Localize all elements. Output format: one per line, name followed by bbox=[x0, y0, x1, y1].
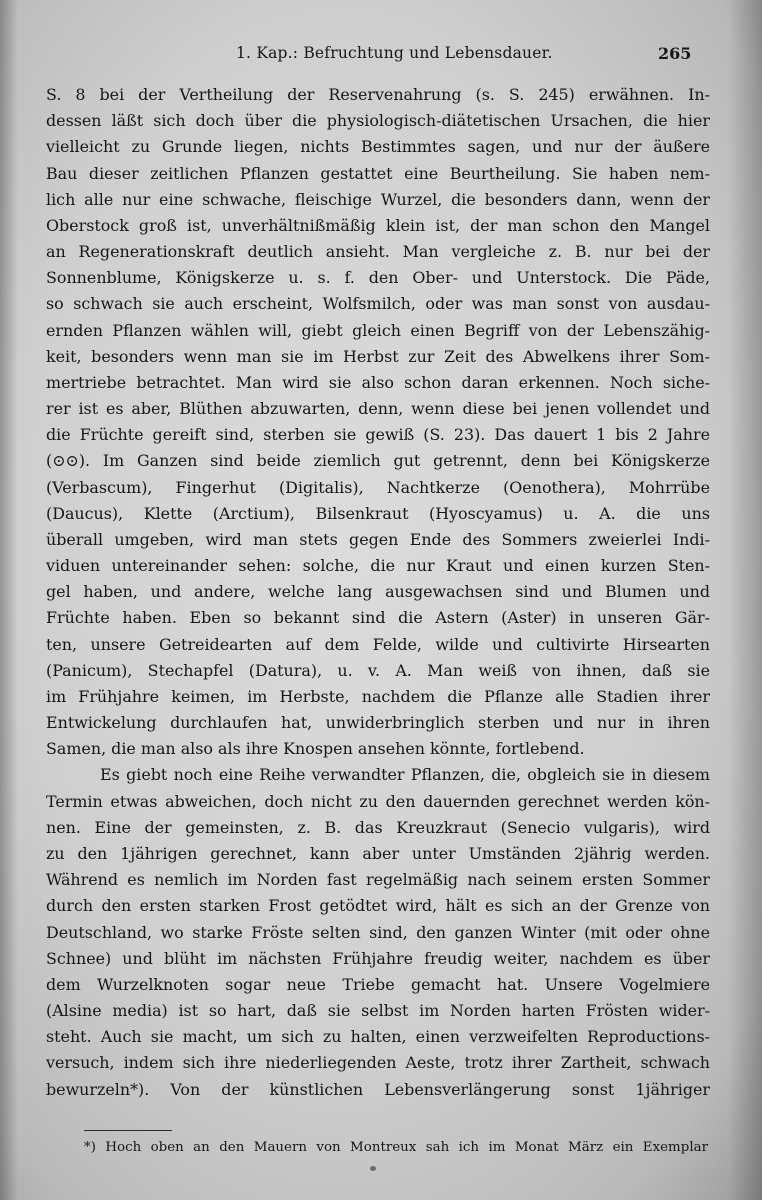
text-line: Oberstock groß ist, unverhältnißmäßig klein ist, der man schon den Mangel bbox=[46, 215, 710, 235]
text-line: Während es nemlich im Norden fast regelmäßig nach seinem ersten Sommer bbox=[46, 870, 710, 890]
text-line: zu den 1jährigen gerechnet, kann aber unter Umständen 2jährig werden. bbox=[46, 843, 710, 863]
page-edge-shadow bbox=[728, 0, 762, 1200]
text-line: dem Wurzelknoten sogar neue Triebe gemacht hat. Unsere Vogelmiere bbox=[46, 974, 710, 994]
page-number: 265 bbox=[658, 44, 692, 63]
text-line: (Panicum), Stechapfel (Datura), u. v. A. Man weiß von ihnen, daß sie bbox=[46, 660, 710, 680]
text-line: die Früchte gereift sind, sterben sie gewiß (S. 23). Das dauert 1 bis 2 Jahre bbox=[46, 425, 710, 445]
text-line: im Frühjahre keimen, im Herbste, nachdem die Pflanze alle Stadien ihrer bbox=[46, 686, 710, 706]
text-line: keit, besonders wenn man sie im Herbst zur Zeit des Abwelkens ihrer Som- bbox=[46, 346, 710, 366]
text-line: so schwach sie auch erscheint, Wolfsmilch, oder was man sonst von ausdau- bbox=[46, 294, 710, 314]
binding-shadow bbox=[0, 0, 18, 1200]
text-line: durch den ersten starken Frost getödtet wird, hält es sich an der Grenze von bbox=[46, 896, 710, 916]
text-line: (⊙⊙). Im Ganzen sind beide ziemlich gut getrennt, denn bei Königskerze bbox=[46, 451, 710, 471]
text-line: gel haben, und andere, welche lang ausgewachsen sind und Blumen und bbox=[46, 582, 710, 602]
text-line: an Regenerationskraft deutlich ansieht. Man vergleiche z. B. nur bei der bbox=[46, 242, 710, 262]
paragraph-end-line: Samen, die man also als ihre Knospen ansehen könnte, fortlebend. bbox=[46, 739, 585, 759]
text-line: ernden Pflanzen wählen will, giebt gleich einen Begriff von der Lebenszähig- bbox=[46, 320, 710, 340]
text-line: dessen läßt sich doch über die physiologisch-diätetischen Ursachen, die hier bbox=[46, 111, 710, 131]
text-line: Bau dieser zeitlichen Pflanzen gestattet eine Beurtheilung. Sie haben nem- bbox=[46, 163, 710, 183]
text-line: vielleicht zu Grunde liegen, nichts Bestimmtes sagen, und nur der äußere bbox=[46, 137, 710, 157]
text-line: mertriebe betrachtet. Man wird sie also schon daran erkennen. Noch siche- bbox=[46, 372, 710, 392]
text-line: viduen untereinander sehen: solche, die nur Kraut und einen kurzen Sten- bbox=[46, 556, 710, 576]
ink-smudge bbox=[370, 1166, 376, 1171]
text-line: (Alsine media) ist so hart, daß sie selbst im Norden harten Frösten wider- bbox=[46, 1001, 710, 1021]
text-line: (Verbascum), Fingerhut (Digitalis), Nachtkerze (Oenothera), Mohrrübe bbox=[46, 477, 710, 497]
body-text bbox=[46, 82, 710, 1103]
text-line: Schnee) und blüht im nächsten Frühjahre freudig weiter, nachdem es über bbox=[46, 948, 710, 968]
text-line: lich alle nur eine schwache, fleischige Wurzel, die besonders dann, wenn der bbox=[46, 189, 710, 209]
footnote-rule bbox=[84, 1130, 172, 1131]
text-line: Entwickelung durchlaufen hat, unwiderbringlich sterben und nur in ihren bbox=[46, 713, 710, 733]
footnote: *) Hoch oben an den Mauern von Montreux sah ich im Monat März ein Exemplar bbox=[84, 1140, 708, 1155]
text-line: ten, unsere Getreidearten auf dem Felde, wilde und cultivirte Hirsearten bbox=[46, 634, 710, 654]
text-line: steht. Auch sie macht, um sich zu halten, einen verzweifelten Reproductions- bbox=[46, 1027, 710, 1047]
text-line: Früchte haben. Eben so bekannt sind die Astern (Aster) in unseren Gär- bbox=[46, 608, 710, 628]
page-header bbox=[0, 44, 762, 68]
text-line: Termin etwas abweichen, doch nicht zu den dauernden gerechnet werden kön- bbox=[46, 791, 710, 811]
text-line: versuch, indem sich ihre niederliegenden Aeste, trotz ihrer Zartheit, schwach bbox=[46, 1053, 710, 1073]
text-line: bewurzeln*). Von der künstlichen Lebensverlängerung sonst 1jähriger bbox=[46, 1079, 710, 1099]
text-line: S. 8 bei der Vertheilung der Reservenahrung (s. S. 245) erwähnen. In- bbox=[46, 85, 710, 104]
text-line: Deutschland, wo starke Fröste selten sind, den ganzen Winter (mit oder ohne bbox=[46, 922, 710, 942]
text-line: überall umgeben, wird man stets gegen Ende des Sommers zweierlei Indi- bbox=[46, 529, 710, 549]
text-line: nen. Eine der gemeinsten, z. B. das Kreuzkraut (Senecio vulgaris), wird bbox=[46, 817, 710, 837]
running-title: 1. Kap.: Befruchtung und Lebensdauer. bbox=[236, 44, 553, 62]
text-line: rer ist es aber, Blüthen abzuwarten, denn, wenn diese bei jenen vollendet und bbox=[46, 399, 710, 419]
text-line: (Daucus), Klette (Arctium), Bilsenkraut (Hyoscyamus) u. A. die uns bbox=[46, 503, 710, 523]
text-line: Sonnenblume, Königskerze u. s. f. den Ober- und Unterstock. Die Päde, bbox=[46, 268, 710, 288]
paragraph-start-line: Es giebt noch eine Reihe verwandter Pflanzen, die, obgleich sie in diesem bbox=[100, 765, 710, 785]
